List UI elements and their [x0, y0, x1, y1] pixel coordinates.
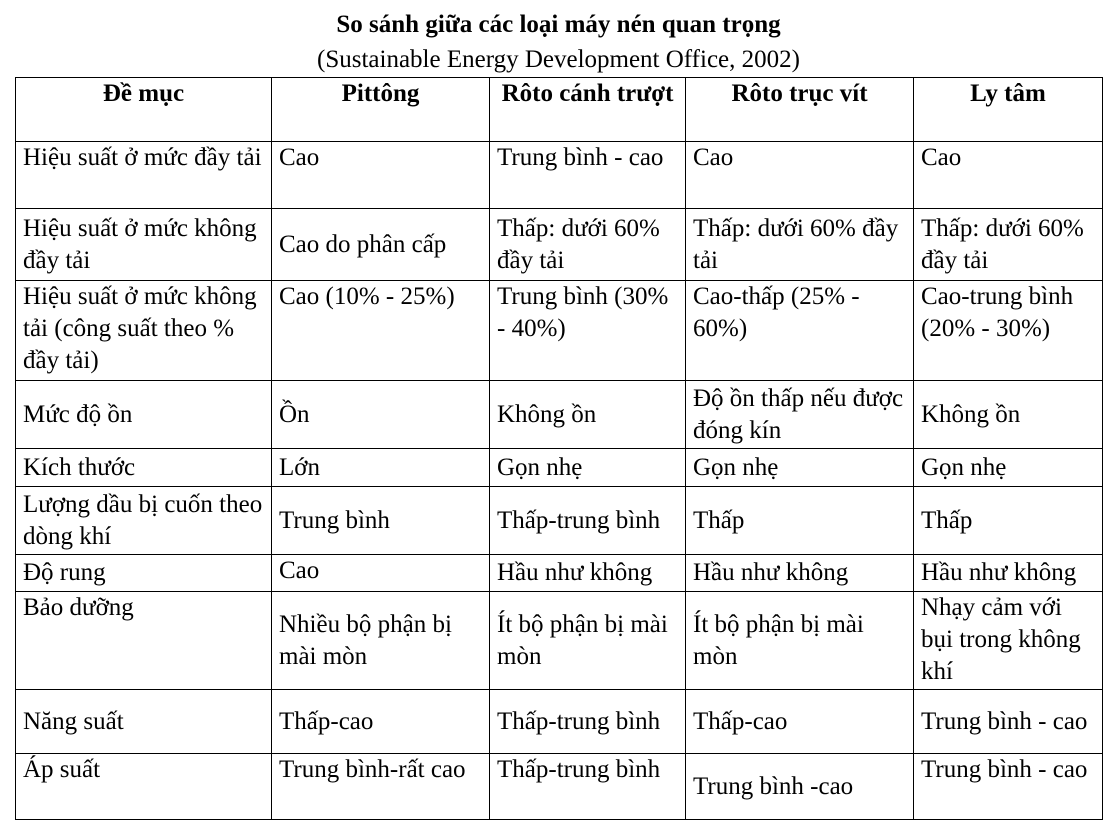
table-row [16, 592, 1103, 690]
table-cell-roto-truc-vit: Độ ồn thấp nếu được đóng kín [686, 381, 914, 449]
table-cell-roto-truc-vit: Thấp: dưới 60% đầy tải [686, 209, 914, 281]
column-header-de-muc: Đề mục [16, 78, 272, 142]
table-cell-pittong: Cao (10% - 25%) [272, 281, 490, 381]
table-row [16, 142, 1103, 209]
table-cell-item: Kích thước [16, 449, 272, 487]
table-cell-roto-canh-truot: Thấp-trung bình [490, 487, 686, 555]
table-row [16, 690, 1103, 754]
table-row [16, 281, 1103, 381]
table-cell-ly-tam: Gọn nhẹ [914, 449, 1103, 487]
table-row [16, 449, 1103, 487]
table-cell-roto-canh-truot: Trung bình - cao [490, 142, 686, 209]
table-cell-item: Hiệu suất ở mức đầy tải [16, 142, 272, 209]
table-cell-pittong: Lớn [272, 449, 490, 487]
table-cell-pittong: Ồn [272, 381, 490, 449]
table-header-row [16, 78, 1103, 142]
table-cell-item: Lượng dầu bị cuốn theo dòng khí [16, 487, 272, 555]
table-cell-roto-canh-truot: Ít bộ phận bị mài mòn [490, 592, 686, 690]
table-cell-pittong: Thấp-cao [272, 690, 490, 754]
table-cell-roto-truc-vit: Gọn nhẹ [686, 449, 914, 487]
column-header-pittong: Pittông [272, 78, 490, 142]
table-cell-roto-truc-vit: Hầu như không [686, 555, 914, 592]
table-row [16, 555, 1103, 592]
table-cell-roto-canh-truot: Thấp: dưới 60% đầy tải [490, 209, 686, 281]
column-header-ly-tam: Ly tâm [914, 78, 1103, 142]
document-subtitle: (Sustainable Energy Development Office, 2002) [317, 46, 800, 73]
document-title: So sánh giữa các loại máy nén quan trọng [336, 11, 781, 38]
table-cell-pittong: Trung bình-rất cao [272, 754, 490, 820]
table-cell-ly-tam: Hầu như không [914, 555, 1103, 592]
comparison-table [15, 77, 1103, 820]
column-header-roto-canh-truot: Rôto cánh trượt [490, 78, 686, 142]
table-cell-roto-canh-truot: Trung bình (30% - 40%) [490, 281, 686, 381]
table-cell-ly-tam: Nhạy cảm với bụi trong không khí [914, 592, 1103, 690]
table-cell-roto-truc-vit: Cao [686, 142, 914, 209]
table-cell-roto-truc-vit: Thấp-cao [686, 690, 914, 754]
table-cell-roto-canh-truot: Gọn nhẹ [490, 449, 686, 487]
table-cell-item: Năng suất [16, 690, 272, 754]
table-cell-roto-truc-vit: Trung bình -cao [686, 754, 914, 820]
table-row [16, 487, 1103, 555]
table-cell-item: Hiệu suất ở mức không tải (công suất theo % đầy tải) [16, 281, 272, 381]
table-cell-ly-tam: Cao-trung bình (20% - 30%) [914, 281, 1103, 381]
table-cell-roto-canh-truot: Thấp-trung bình [490, 690, 686, 754]
table-cell-item: Bảo dưỡng [16, 592, 272, 690]
table-cell-item: Độ rung [16, 555, 272, 592]
table-cell-ly-tam: Thấp [914, 487, 1103, 555]
table-cell-ly-tam: Cao [914, 142, 1103, 209]
table-row [16, 754, 1103, 820]
table-cell-roto-canh-truot: Thấp-trung bình [490, 754, 686, 820]
table-cell-item: Áp suất [16, 754, 272, 820]
table-cell-roto-truc-vit: Ít bộ phận bị mài mòn [686, 592, 914, 690]
table-cell-roto-truc-vit: Thấp [686, 487, 914, 555]
table-cell-pittong: Nhiều bộ phận bị mài mòn [272, 592, 490, 690]
table-row [16, 381, 1103, 449]
table-cell-pittong: Cao do phân cấp [272, 209, 490, 281]
table-cell-roto-truc-vit: Cao-thấp (25% - 60%) [686, 281, 914, 381]
table-row [16, 209, 1103, 281]
table-cell-item: Hiệu suất ở mức không đầy tải [16, 209, 272, 281]
table-cell-pittong: Cao [272, 142, 490, 209]
table-cell-ly-tam: Không ồn [914, 381, 1103, 449]
table-cell-pittong: Cao [272, 555, 490, 592]
table-cell-ly-tam: Thấp: dưới 60% đầy tải [914, 209, 1103, 281]
table-cell-item: Mức độ ồn [16, 381, 272, 449]
column-header-roto-truc-vit: Rôto trục vít [686, 78, 914, 142]
table-cell-roto-canh-truot: Không ồn [490, 381, 686, 449]
table-cell-ly-tam: Trung bình - cao [914, 690, 1103, 754]
table-cell-ly-tam: Trung bình - cao [914, 754, 1103, 820]
table-cell-roto-canh-truot: Hầu như không [490, 555, 686, 592]
table-cell-pittong: Trung bình [272, 487, 490, 555]
